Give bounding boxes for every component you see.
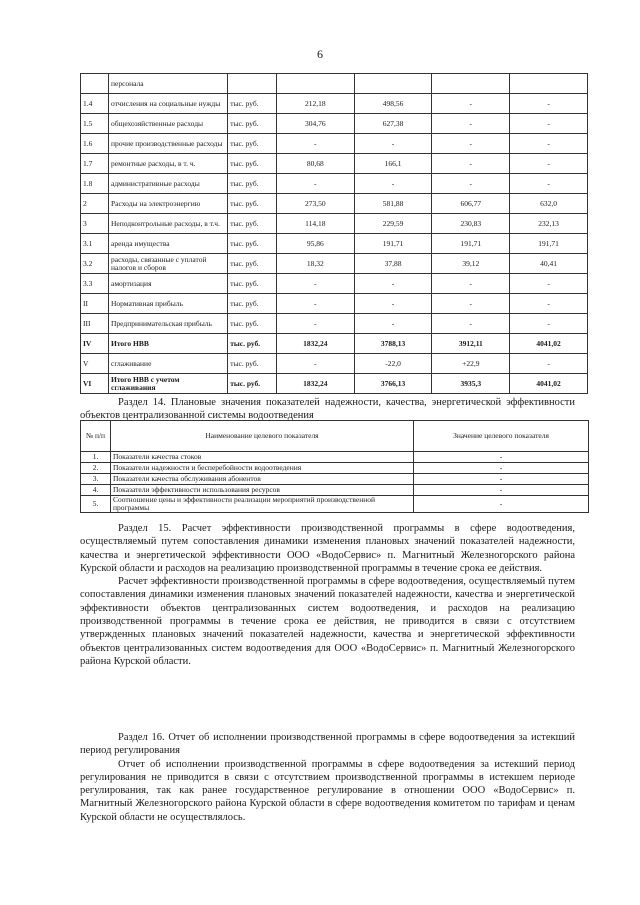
table-row <box>81 496 589 513</box>
cell-num: III <box>81 314 109 334</box>
cell-v2: 229,59 <box>354 214 432 234</box>
cell-v3: - <box>432 94 510 114</box>
cell-name: сглаживание <box>108 354 227 374</box>
table-row <box>81 354 588 374</box>
cell-num: 3 <box>81 214 109 234</box>
cell-v3: 39,12 <box>432 254 510 274</box>
cell-v2: 191,71 <box>354 234 432 254</box>
cell-num: VI <box>81 374 109 394</box>
cell-v3: - <box>432 294 510 314</box>
cell-v4: 4041,02 <box>510 334 588 354</box>
cell-unit: тыс. руб. <box>228 234 277 254</box>
cell-v3: - <box>432 174 510 194</box>
cell-value: - <box>414 496 589 513</box>
cell-v4: - <box>510 134 588 154</box>
cell-name: Показатели качества обслуживания абонентов <box>111 474 414 485</box>
cell-v2: 3788,13 <box>354 334 432 354</box>
cell-name: аренда имущества <box>108 234 227 254</box>
cell-v4: - <box>510 274 588 294</box>
cell-num: IV <box>81 334 109 354</box>
cell-v1: - <box>276 174 354 194</box>
cell-v4: - <box>510 154 588 174</box>
cell-unit: тыс. руб. <box>228 94 277 114</box>
cell-v3: - <box>432 154 510 174</box>
cell-name: Предпринимательская прибыль <box>108 314 227 334</box>
cell-unit <box>228 74 277 94</box>
header-value: Значение целевого показателя <box>414 421 589 452</box>
cell-name: Нормативная прибыль <box>108 294 227 314</box>
table-row <box>81 154 588 174</box>
cell-num: 1.5 <box>81 114 109 134</box>
cell-num: 3.2 <box>81 254 109 274</box>
cell-v1: 1832,24 <box>276 334 354 354</box>
table-row <box>81 334 588 354</box>
cell-v1: - <box>276 294 354 314</box>
cell-num: II <box>81 294 109 314</box>
cell-unit: тыс. руб. <box>228 314 277 334</box>
table-row <box>81 174 588 194</box>
cell-name: Показатели качества стоков <box>111 452 414 463</box>
cell-v1: 212,18 <box>276 94 354 114</box>
cost-table <box>80 73 588 394</box>
cell-num: 2 <box>81 194 109 214</box>
cell-v3: - <box>432 114 510 134</box>
cell-unit: тыс. руб. <box>228 274 277 294</box>
cell-v2: - <box>354 174 432 194</box>
cell-v2: 581,88 <box>354 194 432 214</box>
cell-v1: 114,18 <box>276 214 354 234</box>
table-row <box>81 214 588 234</box>
cell-v2: -22,0 <box>354 354 432 374</box>
cell-num: 3.3 <box>81 274 109 294</box>
cell-v4: 4041,02 <box>510 374 588 394</box>
cell-num: 5. <box>81 496 111 513</box>
cell-name: Расходы на электроэнергию <box>108 194 227 214</box>
section-15 <box>80 522 575 668</box>
cell-v2: - <box>354 314 432 334</box>
cell-unit: тыс. руб. <box>228 134 277 154</box>
cell-v2 <box>354 74 432 94</box>
section-15-para-1: Раздел 15. Расчет эффективности производственной программы в сфере водоотведения, осуществляемый путем сопоставления динамики изменения плановых значений показателей надежности, качества и энергетической эффективности ООО «ВодоСервис» п. Магнитный Железногорского района Курской области и расходов на реализацию производственной программы в течение срока ее действия. <box>80 523 575 574</box>
table-row <box>81 234 588 254</box>
cell-v1: 273,50 <box>276 194 354 214</box>
table-row <box>81 94 588 114</box>
cell-num: 3. <box>81 474 111 485</box>
section-16-para-2: Отчет об исполнении производственной программы в сфере водоотведения за истекший период регулирования не приводится в связи с отсутствием производственной программы в истекшем периоде регулирования, так как ранее государственное регулирование в отношении ООО «ВодоСервис» п. Магнитный Железногорского района Курской области в сфере водоотведения комитетом по тарифам и ценам Курской области не осуществлялось. <box>80 758 575 823</box>
cell-v2: - <box>354 294 432 314</box>
cell-unit: тыс. руб. <box>228 334 277 354</box>
cell-v3: 191,71 <box>432 234 510 254</box>
section-15-para-2: Расчет эффективности производственной программы в сфере водоотведения, осуществляемый путем сопоставления динамики изменения плановых значений показателей надежности, качества и энергетической эффективности объектов централизованных систем водоотведения, и расходов на реализацию производственной программы в течение срока ее действия, не приводится в связи с отсутствием утвержденных плановых значений показателей надежности, качества и энергетической эффективности объектов централизованных систем водоотведения для ООО «ВодоСервис» п. Магнитный Железногорского района Курской области. <box>80 576 575 667</box>
cell-v2: - <box>354 274 432 294</box>
table-row <box>81 194 588 214</box>
cell-v2: - <box>354 134 432 154</box>
cell-v1 <box>276 74 354 94</box>
cell-v1: - <box>276 134 354 154</box>
cell-num: V <box>81 354 109 374</box>
cell-v1: 95,86 <box>276 234 354 254</box>
table-row <box>81 485 589 496</box>
cell-v4: 40,41 <box>510 254 588 274</box>
indicators-table <box>80 420 589 513</box>
cell-name: административные расходы <box>108 174 227 194</box>
cell-num: 1.7 <box>81 154 109 174</box>
cell-v4: 232,13 <box>510 214 588 234</box>
cell-num: 4. <box>81 485 111 496</box>
cell-v4: - <box>510 114 588 134</box>
cell-num: 1.8 <box>81 174 109 194</box>
cell-v3: 606,77 <box>432 194 510 214</box>
table-row <box>81 274 588 294</box>
cell-num: 3.1 <box>81 234 109 254</box>
cell-v2: 3766,13 <box>354 374 432 394</box>
table-row <box>81 474 589 485</box>
table-row <box>81 463 589 474</box>
table-row <box>81 254 588 274</box>
page-number: 6 <box>317 47 323 61</box>
section-14-title <box>80 396 575 423</box>
header-name: Наименование целевого показателя <box>111 421 414 452</box>
cell-v4: - <box>510 174 588 194</box>
cell-v1: - <box>276 354 354 374</box>
cell-v1: 1832,24 <box>276 374 354 394</box>
header-num: № п/п <box>81 421 111 452</box>
cell-num: 1. <box>81 452 111 463</box>
table-row <box>81 294 588 314</box>
cell-v4: - <box>510 354 588 374</box>
cell-unit: тыс. руб. <box>228 154 277 174</box>
cell-num: 2. <box>81 463 111 474</box>
cell-unit: тыс. руб. <box>228 294 277 314</box>
section-14-heading: Раздел 14. Плановые значения показателей надежности, качества, энергетической эффективности объектов централизованной системы водоотведения <box>80 397 575 422</box>
cell-num <box>81 74 109 94</box>
cell-v4 <box>510 74 588 94</box>
cell-v2: 627,38 <box>354 114 432 134</box>
cell-v2: 498,56 <box>354 94 432 114</box>
cell-name: амортизация <box>108 274 227 294</box>
cell-v3: 230,83 <box>432 214 510 234</box>
cell-unit: тыс. руб. <box>228 194 277 214</box>
cell-v3: +22,9 <box>432 354 510 374</box>
cell-v3: - <box>432 134 510 154</box>
cell-unit: тыс. руб. <box>228 374 277 394</box>
cell-name: Показатели надежности и бесперебойности водоотведения <box>111 463 414 474</box>
cell-v3: - <box>432 314 510 334</box>
cell-v3: 3935,3 <box>432 374 510 394</box>
cell-name: персонала <box>108 74 227 94</box>
cell-unit: тыс. руб. <box>228 114 277 134</box>
cell-name: Соотношение цены и эффективности реализации мероприятий производственной программы <box>111 496 414 513</box>
section-16-para-1: Раздел 16. Отчет об исполнении производственной программы в сфере водоотведения за истекший период регулирования <box>80 732 575 757</box>
cell-name: расходы, связанные с уплатой налогов и сборов <box>108 254 227 274</box>
cell-name: отчисления на социальные нужды <box>108 94 227 114</box>
table-row <box>81 74 588 94</box>
cell-unit: тыс. руб. <box>228 254 277 274</box>
cell-v4: - <box>510 294 588 314</box>
cell-v1: - <box>276 274 354 294</box>
cell-value: - <box>414 452 589 463</box>
cell-name: Неподконтрольные расходы, в т.ч. <box>108 214 227 234</box>
cell-value: - <box>414 485 589 496</box>
cell-name: Показатели эффективности использования ресурсов <box>111 485 414 496</box>
cell-v4: 632,0 <box>510 194 588 214</box>
cell-num: 1.4 <box>81 94 109 114</box>
table-row <box>81 374 588 394</box>
table-row <box>81 452 589 463</box>
cell-name: Итого НВВ <box>108 334 227 354</box>
table-row <box>81 134 588 154</box>
cell-name: общехозяйственные расходы <box>108 114 227 134</box>
cell-v3: 3912,11 <box>432 334 510 354</box>
cell-value: - <box>414 474 589 485</box>
cell-v1: - <box>276 314 354 334</box>
cell-name: ремонтные расходы, в т. ч. <box>108 154 227 174</box>
cell-unit: тыс. руб. <box>228 174 277 194</box>
cell-num: 1.6 <box>81 134 109 154</box>
cell-v4: - <box>510 314 588 334</box>
cell-v4: 191,71 <box>510 234 588 254</box>
cell-name: прочие производственные расходы <box>108 134 227 154</box>
cell-v1: 18,32 <box>276 254 354 274</box>
table-row <box>81 114 588 134</box>
cell-v2: 37,88 <box>354 254 432 274</box>
cell-v2: 166,1 <box>354 154 432 174</box>
table-row <box>81 314 588 334</box>
cell-v3: - <box>432 274 510 294</box>
cell-v3 <box>432 74 510 94</box>
cell-name: Итого НВВ с учетом сглаживания <box>108 374 227 394</box>
table-header-row <box>81 421 589 452</box>
cell-value: - <box>414 463 589 474</box>
cell-v1: 80,68 <box>276 154 354 174</box>
section-16 <box>80 731 575 824</box>
cell-unit: тыс. руб. <box>228 354 277 374</box>
cell-v4: - <box>510 94 588 114</box>
cell-v1: 304,76 <box>276 114 354 134</box>
cell-unit: тыс. руб. <box>228 214 277 234</box>
